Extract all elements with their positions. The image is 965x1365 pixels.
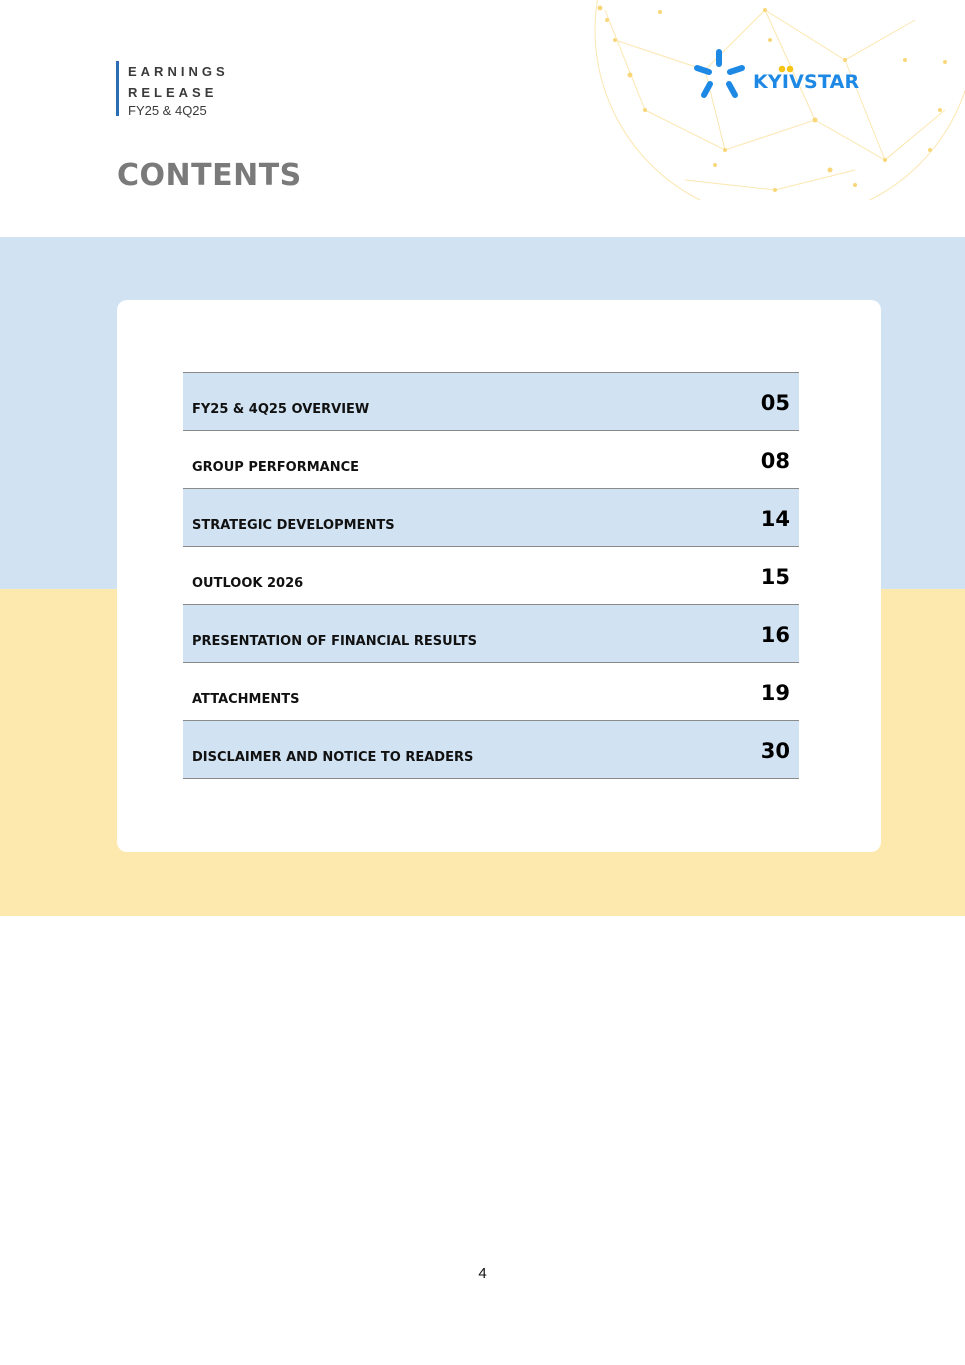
toc-entry-label: ATTACHMENTS — [192, 692, 300, 707]
toc-entry-label: GROUP PERFORMANCE — [192, 460, 360, 475]
toc-entry-financial-results[interactable] — [183, 605, 799, 663]
toc-entry-page: 08 — [760, 449, 790, 473]
toc-entry-page: 19 — [760, 681, 790, 705]
toc-entry-group-performance[interactable] — [183, 431, 799, 489]
toc-entry-attachments[interactable] — [183, 663, 799, 721]
toc-entry-page: 30 — [760, 739, 790, 763]
report-header — [116, 61, 229, 116]
toc-entry-outlook[interactable] — [183, 547, 799, 605]
toc-entry-label: STRATEGIC DEVELOPMENTS — [192, 518, 395, 533]
header-release: RELEASE — [128, 85, 218, 100]
toc-entry-label: OUTLOOK 2026 — [192, 576, 304, 591]
toc-entry-strategic-developments[interactable] — [183, 489, 799, 547]
page-number: 4 — [478, 1265, 487, 1282]
table-of-contents — [183, 372, 799, 779]
contents-card — [117, 300, 881, 852]
toc-entry-label: PRESENTATION OF FINANCIAL RESULTS — [192, 634, 478, 649]
header-period: FY25 & 4Q25 — [128, 103, 207, 118]
toc-entry-disclaimer[interactable] — [183, 721, 799, 779]
toc-entry-page: 14 — [760, 507, 790, 531]
toc-entry-label: DISCLAIMER AND NOTICE TO READERS — [192, 750, 474, 765]
page-title: CONTENTS — [117, 158, 302, 193]
kyivstar-star-icon — [690, 46, 750, 104]
toc-entry-overview[interactable] — [183, 373, 799, 431]
toc-entry-label: FY25 & 4Q25 OVERVIEW — [192, 402, 370, 417]
toc-entry-page: 15 — [760, 565, 790, 589]
kyivstar-logo — [690, 46, 865, 104]
logo-wordmark: KYIVSTAR — [753, 71, 860, 93]
toc-entry-page: 16 — [760, 623, 790, 647]
header-earnings: EARNINGS — [128, 64, 229, 79]
toc-entry-page: 05 — [760, 391, 790, 415]
